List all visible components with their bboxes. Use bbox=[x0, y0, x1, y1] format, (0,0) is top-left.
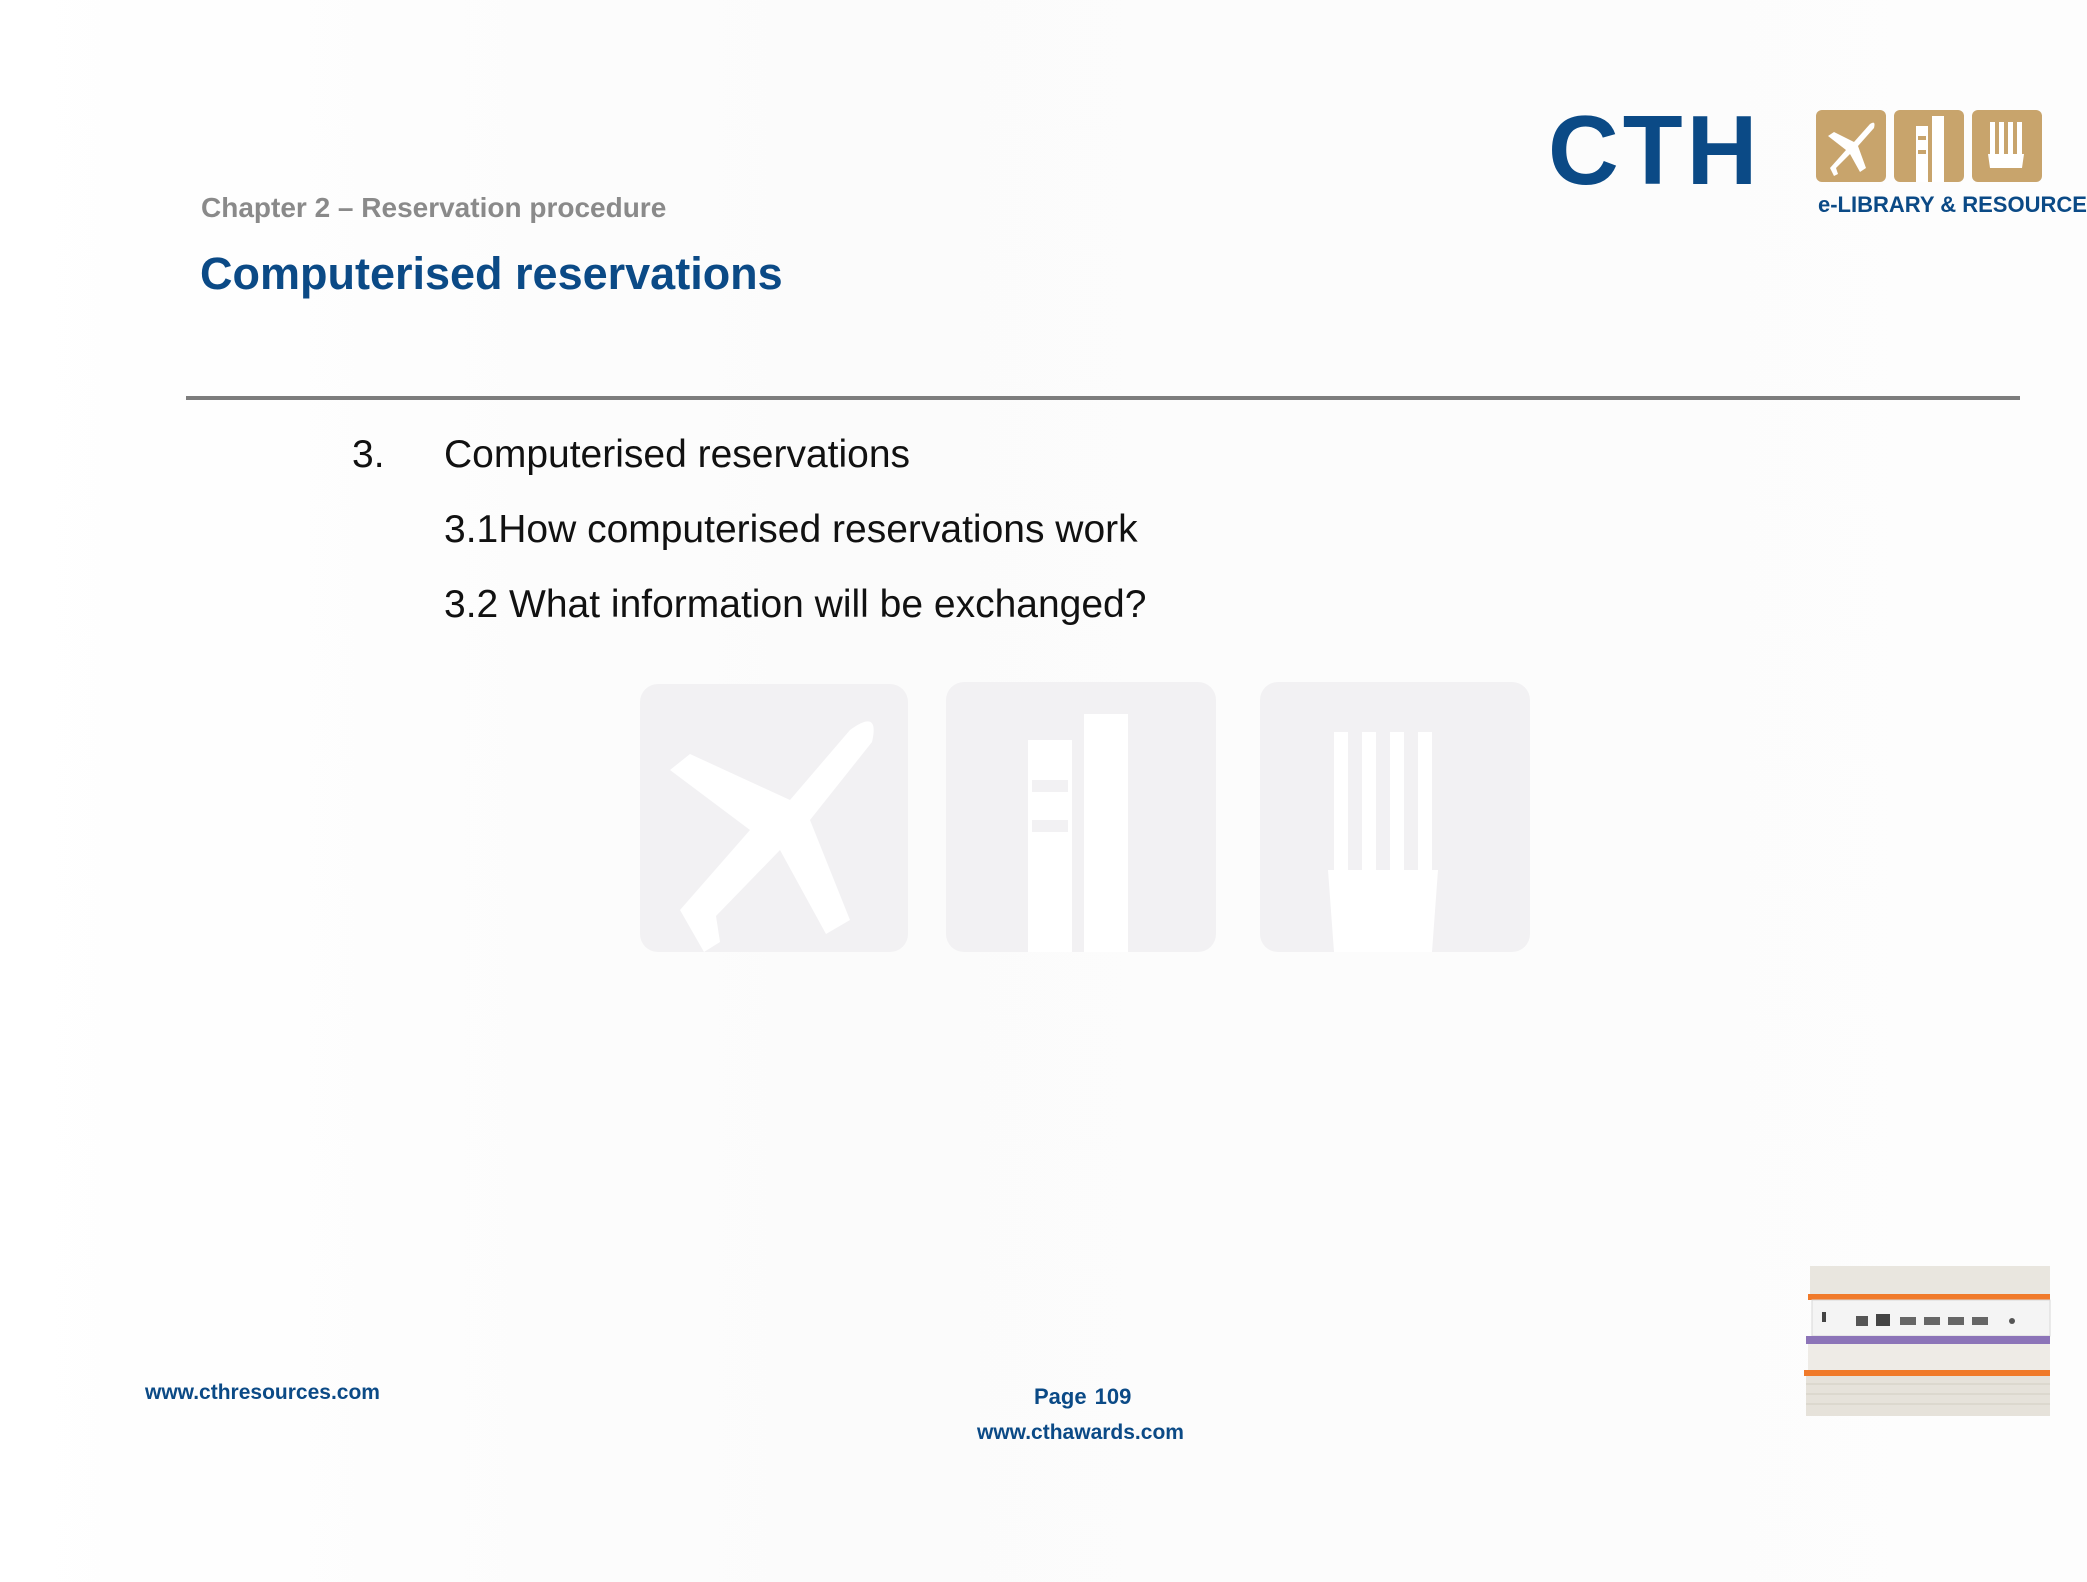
watermark-fork-icon bbox=[1260, 682, 1530, 952]
fork-icon bbox=[1972, 110, 2042, 182]
footer-resources-link[interactable]: www.cthresources.com bbox=[145, 1381, 380, 1404]
logo-subtitle: e-LIBRARY & RESOURCE bbox=[1818, 192, 2087, 217]
page-label: Page bbox=[1034, 1384, 1087, 1409]
watermark-icons bbox=[640, 680, 1540, 960]
watermark-airplane-icon bbox=[640, 684, 908, 952]
chapter-label: Chapter 2 – Reservation procedure bbox=[201, 192, 667, 223]
list-item: Computerised reservations bbox=[444, 433, 911, 476]
logo-text: CTH bbox=[1548, 95, 1762, 205]
section-number: 3. bbox=[352, 433, 385, 476]
watermark-building-icon bbox=[946, 682, 1216, 952]
list-item: 3.2 What information will be exchanged? bbox=[444, 583, 1147, 626]
footer-awards-link[interactable]: www.cthawards.com bbox=[977, 1421, 1184, 1444]
airplane-icon bbox=[1816, 110, 1886, 182]
books-image bbox=[1800, 1262, 2048, 1432]
header-divider bbox=[186, 396, 2020, 400]
page-number-value: 109 bbox=[1094, 1384, 1132, 1409]
page-number bbox=[1034, 1384, 1131, 1410]
page-title: Computerised reservations bbox=[200, 248, 783, 299]
cth-logo bbox=[1548, 95, 2087, 220]
list-item: 3.1How computerised reservations work bbox=[444, 508, 1138, 551]
building-icon bbox=[1894, 110, 1964, 182]
